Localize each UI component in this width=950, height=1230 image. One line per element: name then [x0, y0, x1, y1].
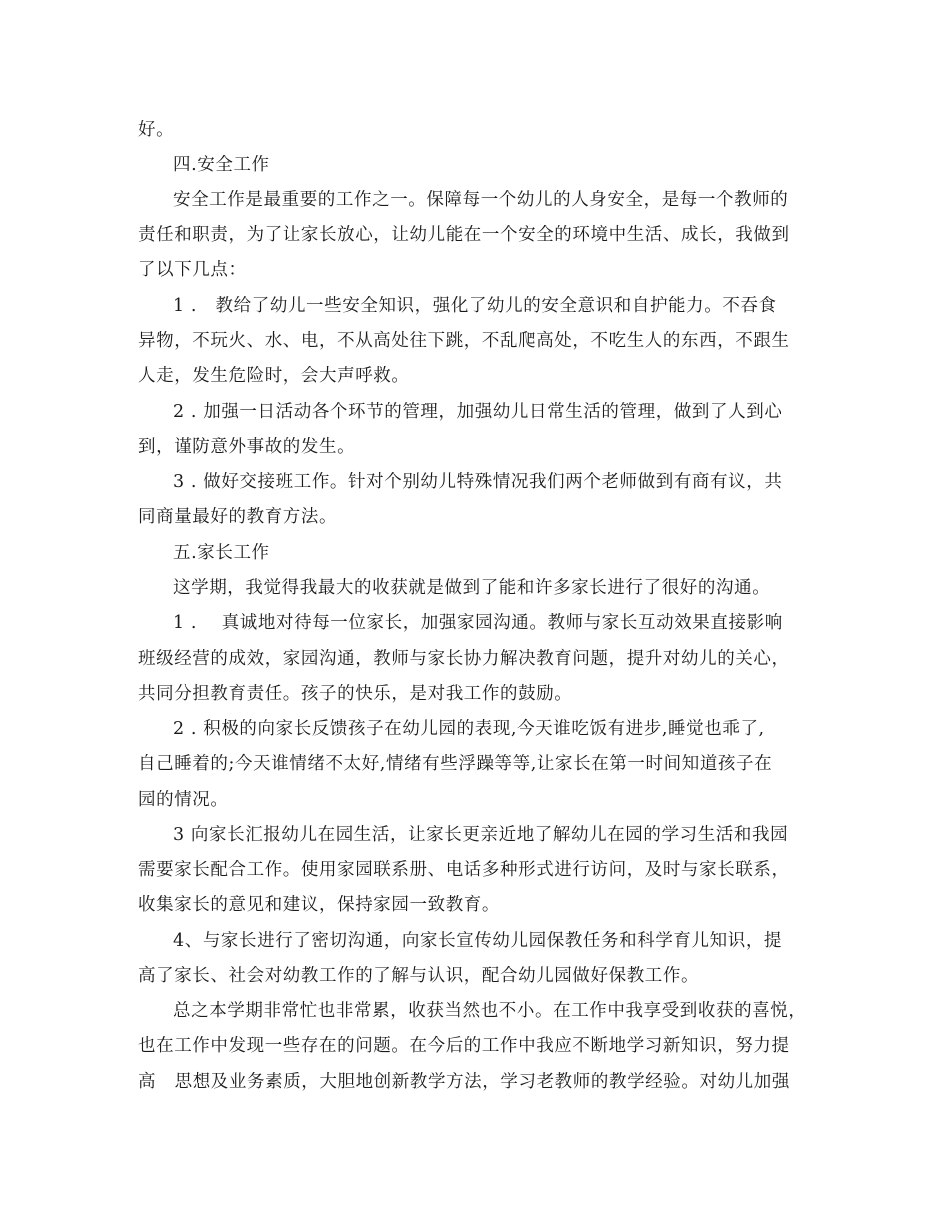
text-line: 4、与家长进行了密切沟通，向家长宣传幼儿园保教任务和科学育儿知识，提 — [173, 931, 783, 951]
text-line: 责任和职责，为了让家长放心，让幼儿能在一个安全的环境中生活、成长，我做到 — [138, 225, 790, 245]
text-line: 共同分担教育责任。孩子的快乐，是对我工作的鼓励。 — [138, 684, 573, 704]
text-line: 了以下几点： — [138, 260, 247, 280]
text-line: 安全工作是最重要的工作之一。保障每一个幼儿的人身安全，是每一个教师的 — [173, 190, 789, 210]
text-line: 人走，发生危险时，会大声呼救。 — [138, 366, 410, 386]
text-line: 也在工作中发现一些存在的问题。在今后的工作中我应不断地学习新知识，努力提 — [138, 1036, 790, 1056]
text-line: 好。 — [138, 120, 175, 140]
section-heading-parents: 五.家长工作 — [173, 543, 270, 563]
text-line: 需要家长配合工作。使用家园联系册、电话多种形式进行访问，及时与家长联系， — [138, 860, 790, 880]
text-line: 3 . 做好交接班工作。针对个别幼儿特殊情况我们两个老师做到有商有议，共 — [173, 472, 783, 492]
text-line: 这学期，我觉得我最大的收获就是做到了能和许多家长进行了很好的沟通。 — [173, 578, 771, 598]
text-line: 收集家长的意见和建议，保持家园一致教育。 — [138, 895, 500, 915]
text-line: 到，谨防意外事故的发生。 — [138, 437, 356, 457]
text-line: 高 思想及业务素质，大胆地创新教学方法，学习老教师的教学经验。对幼儿加强 — [138, 1072, 790, 1092]
text-line: 高了家长、社会对幼教工作的了解与认识，配合幼儿园做好保教工作。 — [138, 966, 700, 986]
text-line: 2 . 积极的向家长反馈孩子在幼儿园的表现,今天谁吃饭有进步,睡觉也乖了, — [173, 719, 765, 739]
text-line: 自己睡着的;今天谁情绪不太好,情绪有些浮躁等等,让家长在第一时间知道孩子在 — [138, 754, 773, 774]
text-line: 异物，不玩火、水、电，不从高处往下跳，不乱爬高处，不吃生人的东西，不跟生 — [138, 331, 790, 351]
text-line: 班级经营的成效，家园沟通，教师与家长协力解决教育问题，提升对幼儿的关心， — [138, 649, 790, 669]
section-heading-safety: 四.安全工作 — [173, 155, 270, 175]
text-line: 园的情况。 — [138, 790, 229, 810]
text-line: 总之本学期非常忙也非常累，收获当然也不小。在工作中我享受到收获的喜悦， — [173, 1001, 807, 1021]
text-line: 2 . 加强一日活动各个环节的管理，加强幼儿日常生活的管理，做到了人到心 — [173, 402, 783, 422]
text-line: 1 . 教给了幼儿一些安全知识，强化了幼儿的安全意识和自护能力。不吞食 — [173, 296, 777, 316]
text-line: 1 . 真诚地对待每一位家长，加强家园沟通。教师与家长互动效果直接影响 — [173, 613, 783, 633]
text-line: 同商量最好的教育方法。 — [138, 507, 338, 527]
text-line: 3 向家长汇报幼儿在园生活，让家长更亲近地了解幼儿在园的学习生活和我园 — [173, 825, 789, 845]
